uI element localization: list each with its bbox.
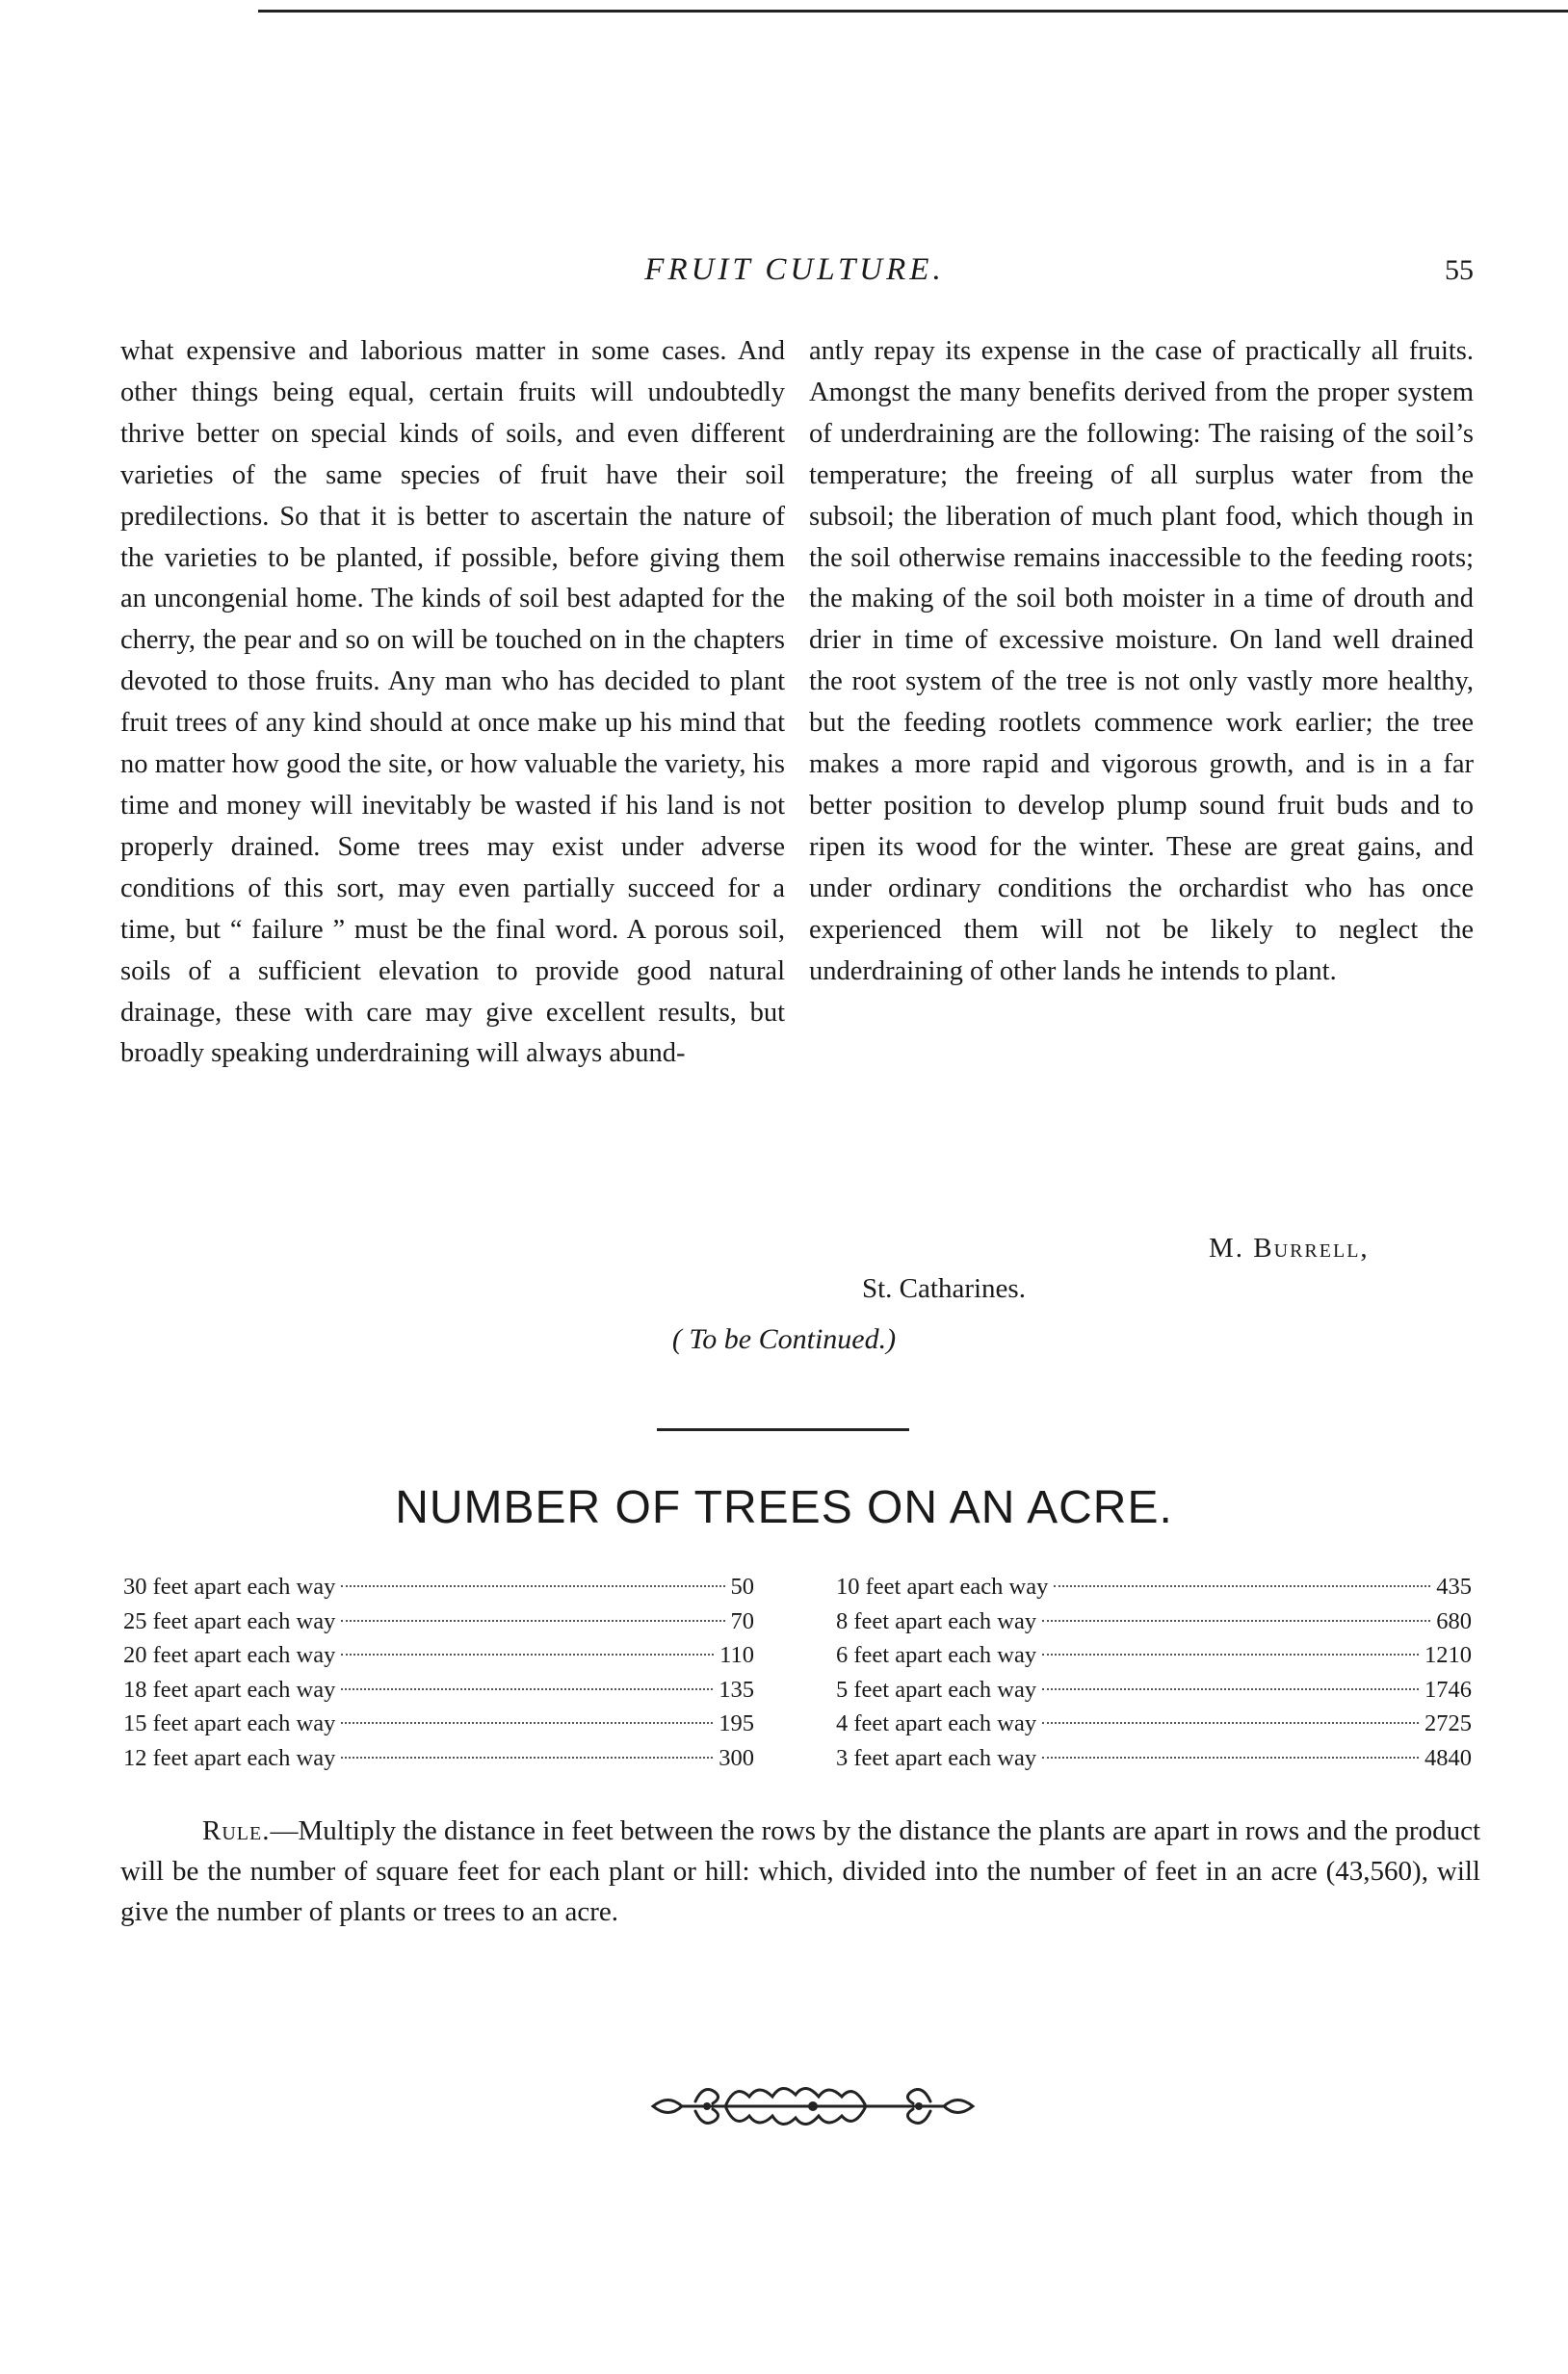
row-value: 435 [1436,1574,1472,1600]
row-value: 680 [1436,1607,1472,1634]
author-initial: M. [1209,1233,1245,1264]
row-label: 25 feet apart each way [123,1607,336,1634]
row-value: 110 [719,1642,754,1669]
row-label: 20 feet apart each way [123,1642,336,1669]
author-place: St. Catharines. [862,1273,1026,1304]
running-title: FRUIT CULTURE. [644,252,945,287]
top-rule [258,10,1568,13]
table-row [836,1673,1472,1708]
table-row [123,1604,754,1639]
table-row [836,1604,1472,1639]
dot-leader [341,1620,724,1622]
rule-paragraph [120,1811,1480,1932]
trees-table-right [836,1570,1472,1776]
row-label: 18 feet apart each way [123,1676,336,1703]
row-value: 4840 [1424,1744,1472,1771]
decorative-flourish-icon [649,2073,977,2140]
dot-leader [341,1688,713,1690]
row-value: 2725 [1424,1710,1472,1737]
table-row [836,1707,1472,1741]
article-column-right: antly repay its expense in the case of practically all fruits. Amongst the many benefits derived from the proper system of underdraining are the following: The raising of the soil’s temperature; the freeing of all surplus water from the subsoil; the liberation of much plant food, which though in the soil otherwise remains inaccessible to the feeding roots; the making of the soil both moister in a time of drouth and drier in time of excessive moisture. On land well drained the root system of the tree is not only vastly more healthy, but the feeding rootlets commence work earlier; the tree makes a more rapid and vigorous growth, and is in a far better position to develop plump sound fruit buds and to ripen its wood for the winter. These are great gains, and under ordinary conditions the orchardist who has once experienced them will not be likely to neglect the underdraining of other lands he intends to plant. [809,336,1474,986]
table-row [123,1741,754,1776]
row-value: 70 [730,1607,754,1634]
row-label: 30 feet apart each way [123,1574,336,1600]
article-column-left: what expensive and laborious matter in some cases. And other things being equal, certain fruits will undoubtedly thrive better on special kinds of soils, and even different varieties of the same species of fruit have their soil predilections. So that it is better to ascertain the nature of the varieties to be planted, if possible, before giving them an uncongenial home. The kinds of soil best adapted for the cherry, the pear and so on will be touched on in the chapters devoted to those fruits. Any man who has decided to plant fruit trees of any kind should at once make up his mind that no matter how good the site, or how valuable the variety, his time and money will inevitably be wasted if his land is not properly drained. Some trees may exist under adverse conditions of this sort, may even partially succeed for a time, but “ failure ” must be the final word. A porous soil, soils of a sufficient elevation to provide good natural drainage, these with care may give excellent results, but broadly speaking underdraining will always abund- [120,336,785,1069]
table-row [123,1638,754,1673]
dot-leader [1042,1722,1419,1724]
row-label: 6 feet apart each way [836,1642,1037,1669]
dot-leader [341,1585,724,1587]
row-label: 8 feet apart each way [836,1607,1037,1634]
row-value: 300 [719,1744,754,1771]
row-label: 10 feet apart each way [836,1574,1049,1600]
dot-leader [1042,1620,1430,1622]
row-value: 195 [719,1710,754,1737]
row-value: 1210 [1424,1642,1472,1669]
table-row [123,1570,754,1604]
row-label: 3 feet apart each way [836,1744,1037,1771]
page-header [116,252,1474,291]
row-label: 5 feet apart each way [836,1676,1037,1703]
author-name: Burrell, [1253,1233,1370,1264]
continued-note: ( To be Continued.) [671,1323,897,1355]
row-label: 4 feet apart each way [836,1710,1037,1737]
table-row [836,1570,1472,1604]
row-value: 1746 [1424,1676,1472,1703]
section-title: NUMBER OF TREES ON AN ACRE. [395,1482,1173,1533]
author-signature [1209,1233,1370,1265]
row-label: 15 feet apart each way [123,1710,336,1737]
dot-leader [341,1722,713,1724]
dot-leader [1042,1688,1419,1690]
row-value: 50 [730,1574,754,1600]
row-label: 12 feet apart each way [123,1744,336,1771]
rule-lead: Rule. [202,1815,271,1846]
table-row [123,1707,754,1741]
dot-leader [1042,1757,1419,1759]
table-row [836,1741,1472,1776]
dot-leader [1054,1585,1430,1587]
rule-text: —Multiply the distance in feet between the rows by the distance the plants are apart in rows and the product will be the number of square feet for each plant or hill: which, divided into the number of feet in an acre (43,560), will give the number of plants or trees to an acre. [120,1815,1480,1927]
table-row [123,1673,754,1708]
page-number: 55 [1445,254,1474,286]
dot-leader [341,1757,713,1759]
table-row [836,1638,1472,1673]
dot-leader [341,1654,714,1656]
section-divider [657,1428,909,1431]
dot-leader [1042,1654,1419,1656]
trees-table-left [123,1570,754,1776]
row-value: 135 [719,1676,754,1703]
